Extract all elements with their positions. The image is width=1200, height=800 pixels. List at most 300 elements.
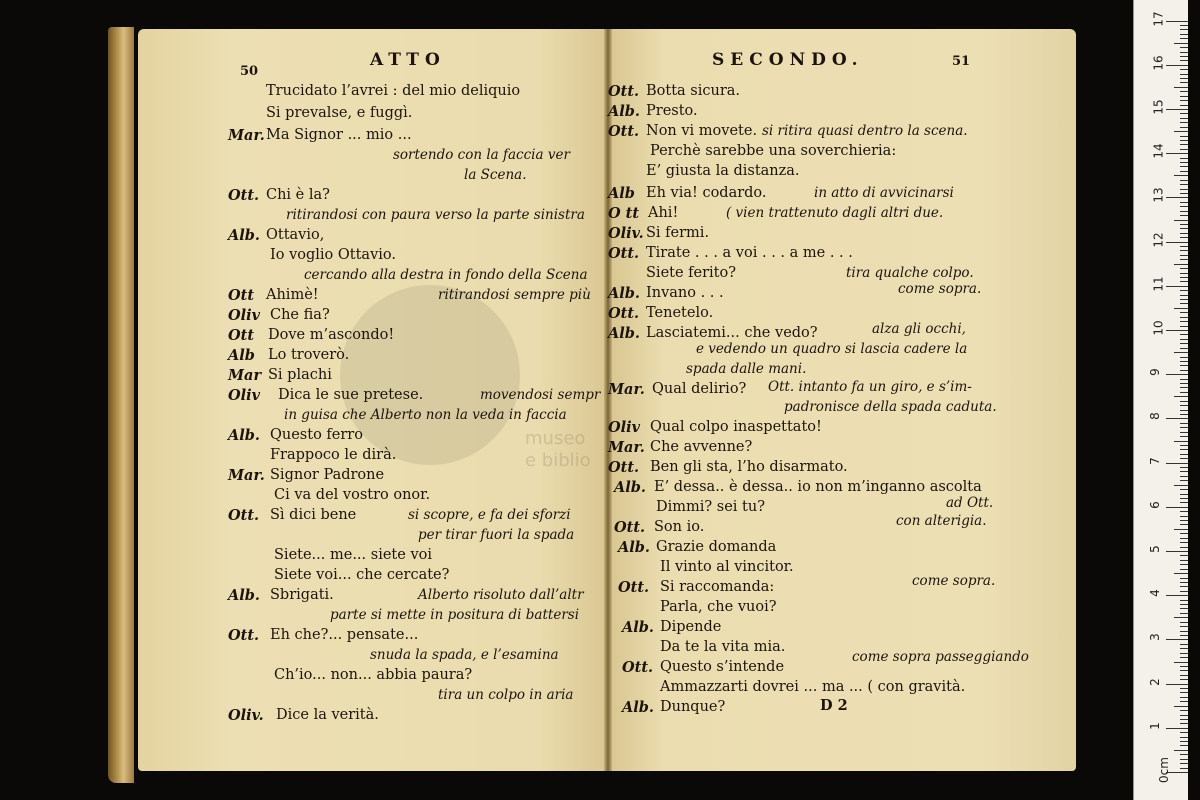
ruler-minor-tick bbox=[1174, 485, 1188, 486]
text-line: Siete ferito? bbox=[646, 265, 737, 281]
ruler-minor-tick bbox=[1180, 476, 1188, 477]
stage-direction: parte si mette in positura di battersi bbox=[330, 607, 580, 623]
ruler-minor-tick bbox=[1180, 273, 1188, 274]
ruler-minor-tick bbox=[1180, 745, 1188, 746]
ruler-tick bbox=[1166, 684, 1188, 685]
ruler-tick bbox=[1166, 21, 1188, 22]
ruler-label: 9 bbox=[1147, 368, 1162, 377]
ruler-minor-tick bbox=[1180, 34, 1188, 35]
ruler-minor-tick bbox=[1174, 573, 1188, 574]
ruler-label: 17 bbox=[1151, 10, 1166, 27]
text-line: Che avvenne? bbox=[650, 439, 753, 455]
text-line: Grazie domanda bbox=[656, 539, 777, 555]
ruler-minor-tick bbox=[1174, 706, 1188, 707]
stage-direction: ad Ott. bbox=[946, 495, 994, 511]
watermark-text bbox=[525, 428, 591, 472]
ruler-minor-tick bbox=[1180, 365, 1188, 366]
ruler-tick bbox=[1166, 463, 1188, 464]
ruler-minor-tick bbox=[1174, 750, 1188, 751]
measuring-ruler bbox=[1133, 0, 1188, 800]
speaker-name: Mar. bbox=[228, 127, 265, 144]
ruler-minor-tick bbox=[1180, 454, 1188, 455]
ruler-minor-tick bbox=[1180, 754, 1188, 755]
speaker-name: Mar bbox=[228, 367, 262, 384]
stage-direction: per tirar fuori la spada bbox=[418, 527, 575, 543]
ruler-minor-tick bbox=[1180, 723, 1188, 724]
speaker-name: Ott. bbox=[608, 83, 640, 100]
right-page-header: SECONDO. bbox=[712, 50, 864, 70]
text-line: Dimmi? sei tu? bbox=[656, 499, 765, 515]
ruler-minor-tick bbox=[1180, 113, 1188, 114]
ruler-minor-tick bbox=[1180, 295, 1188, 296]
speaker-name: Ott. bbox=[228, 187, 260, 204]
ruler-minor-tick bbox=[1180, 357, 1188, 358]
stage-direction: come sopra. bbox=[912, 573, 996, 589]
text-line: Questo s’intende bbox=[660, 659, 785, 675]
stage-direction: ritirandosi con paura verso la parte sinistra bbox=[286, 207, 585, 223]
stage-direction: ritirandosi sempre più bbox=[438, 287, 591, 303]
speaker-name: Alb bbox=[608, 185, 635, 202]
ruler-tick bbox=[1166, 153, 1188, 154]
text-line: Ottavio, bbox=[266, 227, 325, 243]
ruler-minor-tick bbox=[1180, 317, 1188, 318]
page-edges bbox=[108, 27, 134, 783]
ruler-minor-tick bbox=[1180, 737, 1188, 738]
text-line: Trucidato l’avrei : del mio deliquio bbox=[266, 83, 521, 99]
ruler-minor-tick bbox=[1174, 43, 1188, 44]
text-line: Dice la verità. bbox=[276, 707, 379, 723]
stage-direction: movendosi sempr bbox=[480, 387, 601, 403]
ruler-minor-tick bbox=[1180, 427, 1188, 428]
ruler-minor-tick bbox=[1180, 542, 1188, 543]
ruler-tick bbox=[1166, 286, 1188, 287]
text-line: Lo troverò. bbox=[268, 347, 350, 363]
watermark-line-2: e biblio bbox=[525, 450, 591, 471]
ruler-minor-tick bbox=[1180, 392, 1188, 393]
ruler-minor-tick bbox=[1180, 741, 1188, 742]
ruler-minor-tick bbox=[1180, 608, 1188, 609]
speaker-name: Oliv bbox=[228, 307, 261, 324]
speaker-name: Ott. bbox=[228, 627, 260, 644]
text-line: E’ giusta la distanza. bbox=[646, 163, 800, 179]
ruler-label: 2 bbox=[1147, 677, 1162, 686]
speaker-name: Ott. bbox=[618, 579, 650, 596]
ruler-minor-tick bbox=[1180, 622, 1188, 623]
ruler-minor-tick bbox=[1180, 467, 1188, 468]
ruler-minor-tick bbox=[1180, 715, 1188, 716]
ruler-minor-tick bbox=[1180, 436, 1188, 437]
ruler-minor-tick bbox=[1180, 445, 1188, 446]
ruler-minor-tick bbox=[1180, 122, 1188, 123]
speaker-name: Ott. bbox=[614, 519, 646, 536]
watermark-logo bbox=[340, 285, 520, 465]
ruler-minor-tick bbox=[1180, 410, 1188, 411]
text-line: Perchè sarebbe una soverchieria: bbox=[650, 143, 897, 159]
ruler-minor-tick bbox=[1180, 613, 1188, 614]
ruler-label: 11 bbox=[1151, 276, 1166, 292]
ruler-minor-tick bbox=[1180, 56, 1188, 57]
ruler-minor-tick bbox=[1180, 710, 1188, 711]
ruler-minor-tick bbox=[1180, 524, 1188, 525]
ruler-minor-tick bbox=[1180, 166, 1188, 167]
text-line: Da te la vita mia. bbox=[660, 639, 786, 655]
ruler-tick bbox=[1166, 109, 1188, 110]
text-line: Lasciatemi... che vedo? bbox=[646, 325, 818, 341]
ruler-minor-tick bbox=[1180, 149, 1188, 150]
ruler-minor-tick bbox=[1174, 87, 1188, 88]
stage-direction: con alterigia. bbox=[896, 513, 987, 529]
text-line: Eh via! codardo. bbox=[646, 185, 767, 201]
ruler-minor-tick bbox=[1180, 657, 1188, 658]
ruler-label: 4 bbox=[1147, 589, 1162, 598]
ruler-minor-tick bbox=[1180, 648, 1188, 649]
ruler-label: 5 bbox=[1147, 545, 1162, 553]
speaker-name: Alb. bbox=[608, 325, 640, 342]
ruler-minor-tick bbox=[1180, 516, 1188, 517]
ruler-minor-tick bbox=[1180, 100, 1188, 101]
speaker-name: Ott bbox=[228, 327, 255, 344]
text-line: Si plachi bbox=[268, 367, 332, 383]
ruler-tick bbox=[1166, 418, 1188, 419]
text-line: Ammazzarti dovrei ... ma ... ( con gravità. bbox=[660, 679, 966, 695]
text-line: Tirate . . . a voi . . . a me . . . bbox=[646, 245, 853, 261]
ruler-label: 3 bbox=[1147, 633, 1162, 642]
ruler-minor-tick bbox=[1180, 701, 1188, 702]
ruler-minor-tick bbox=[1180, 259, 1188, 260]
ruler-minor-tick bbox=[1180, 281, 1188, 282]
left-page-header: ATTO bbox=[370, 50, 446, 70]
ruler-minor-tick bbox=[1174, 529, 1188, 530]
speaker-name: Mar. bbox=[608, 439, 645, 456]
stage-direction: spada dalle mani. bbox=[686, 361, 807, 377]
ruler-minor-tick bbox=[1180, 449, 1188, 450]
text-line: Ahi! bbox=[648, 205, 679, 221]
ruler-label: 8 bbox=[1147, 412, 1162, 421]
speaker-name: Ott. bbox=[608, 305, 640, 322]
ruler-label: 1 bbox=[1147, 721, 1162, 730]
ruler-minor-tick bbox=[1180, 339, 1188, 340]
ruler-minor-tick bbox=[1180, 211, 1188, 212]
ruler-minor-tick bbox=[1180, 414, 1188, 415]
ruler-minor-tick bbox=[1180, 237, 1188, 238]
ruler-minor-tick bbox=[1180, 631, 1188, 632]
ruler-minor-tick bbox=[1180, 47, 1188, 48]
ruler-minor-tick bbox=[1180, 158, 1188, 159]
stage-direction: ( vien trattenuto dagli altri due. bbox=[726, 205, 944, 221]
stage-direction: alza gli occhi, bbox=[872, 321, 966, 337]
ruler-label: 0cm bbox=[1156, 757, 1171, 783]
ruler-minor-tick bbox=[1180, 591, 1188, 592]
speaker-name: Ott. bbox=[622, 659, 654, 676]
ruler-minor-tick bbox=[1180, 547, 1188, 548]
ruler-minor-tick bbox=[1180, 511, 1188, 512]
ruler-minor-tick bbox=[1180, 82, 1188, 83]
ruler-minor-tick bbox=[1180, 312, 1188, 313]
ruler-minor-tick bbox=[1180, 494, 1188, 495]
speaker-name: Alb bbox=[228, 347, 255, 364]
ruler-minor-tick bbox=[1180, 215, 1188, 216]
watermark-line-1: museo bbox=[525, 428, 586, 449]
ruler-minor-tick bbox=[1180, 299, 1188, 300]
ruler-minor-tick bbox=[1180, 246, 1188, 247]
speaker-name: Ott. bbox=[608, 123, 640, 140]
text-line: Sbrigati. bbox=[270, 587, 334, 603]
ruler-minor-tick bbox=[1180, 60, 1188, 61]
ruler-minor-tick bbox=[1180, 193, 1188, 194]
text-line: Signor Padrone bbox=[270, 467, 385, 483]
text-line: Non vi movete. bbox=[646, 123, 758, 139]
ruler-minor-tick bbox=[1174, 617, 1188, 618]
ruler-minor-tick bbox=[1174, 352, 1188, 353]
ruler-minor-tick bbox=[1180, 334, 1188, 335]
ruler-minor-tick bbox=[1180, 670, 1188, 671]
ruler-minor-tick bbox=[1180, 52, 1188, 53]
ruler-label: 14 bbox=[1151, 143, 1166, 159]
stage-direction: padronisce della spada caduta. bbox=[784, 399, 997, 415]
ruler-minor-tick bbox=[1180, 184, 1188, 185]
ruler-minor-tick bbox=[1180, 560, 1188, 561]
stage-direction: Ott. intanto fa un giro, e s’im- bbox=[768, 379, 972, 395]
ruler-minor-tick bbox=[1180, 202, 1188, 203]
ruler-minor-tick bbox=[1180, 768, 1188, 769]
stage-direction: in guisa che Alberto non la veda in faccia bbox=[284, 407, 567, 423]
ruler-minor-tick bbox=[1174, 396, 1188, 397]
speaker-name: Alb. bbox=[228, 587, 260, 604]
ruler-minor-tick bbox=[1180, 206, 1188, 207]
ruler-minor-tick bbox=[1180, 91, 1188, 92]
ruler-minor-tick bbox=[1174, 220, 1188, 221]
ruler-minor-tick bbox=[1180, 144, 1188, 145]
text-line: Ben gli sta, l’ho disarmato. bbox=[650, 459, 848, 475]
speaker-name: Mar. bbox=[608, 381, 645, 398]
text-line: Questo ferro bbox=[270, 427, 363, 443]
ruler-tick bbox=[1166, 507, 1188, 508]
ruler-minor-tick bbox=[1180, 189, 1188, 190]
ruler-minor-tick bbox=[1180, 586, 1188, 587]
ruler-label: 16 bbox=[1151, 55, 1166, 71]
ruler-minor-tick bbox=[1180, 105, 1188, 106]
ruler-tick bbox=[1166, 330, 1188, 331]
ruler-minor-tick bbox=[1180, 136, 1188, 137]
stage-direction: tira un colpo in aria bbox=[438, 687, 574, 703]
text-line: Parla, che vuoi? bbox=[660, 599, 777, 615]
speaker-name: Alb. bbox=[614, 479, 646, 496]
ruler-minor-tick bbox=[1174, 441, 1188, 442]
text-line: Son io. bbox=[654, 519, 705, 535]
text-line: Tenetelo. bbox=[646, 305, 714, 321]
ruler-tick bbox=[1166, 728, 1188, 729]
speaker-name: Oliv. bbox=[228, 707, 264, 724]
speaker-name: Alb. bbox=[608, 103, 640, 120]
stage-direction: snuda la spada, e l’esamina bbox=[370, 647, 559, 663]
speaker-name: Alb. bbox=[608, 285, 640, 302]
speaker-name: Alb. bbox=[228, 427, 260, 444]
ruler-minor-tick bbox=[1180, 555, 1188, 556]
ruler-tick bbox=[1166, 65, 1188, 66]
speaker-name: Ott. bbox=[608, 245, 640, 262]
ruler-label: 7 bbox=[1147, 456, 1162, 465]
ruler-minor-tick bbox=[1180, 582, 1188, 583]
text-line: Siete voi... che cercate? bbox=[274, 567, 450, 583]
text-line: Si prevalse, e fuggì. bbox=[266, 105, 413, 121]
catchword: D 2 bbox=[820, 697, 848, 714]
ruler-tick bbox=[1166, 197, 1188, 198]
ruler-minor-tick bbox=[1180, 405, 1188, 406]
stage-direction: si scopre, e fa dei sforzi bbox=[408, 507, 571, 523]
ruler-minor-tick bbox=[1180, 600, 1188, 601]
speaker-name: Ott bbox=[228, 287, 255, 304]
ruler-minor-tick bbox=[1180, 361, 1188, 362]
ruler-minor-tick bbox=[1180, 538, 1188, 539]
ruler-minor-tick bbox=[1180, 480, 1188, 481]
text-line: Dipende bbox=[660, 619, 722, 635]
ruler-minor-tick bbox=[1180, 277, 1188, 278]
ruler-tick bbox=[1166, 595, 1188, 596]
ruler-minor-tick bbox=[1180, 38, 1188, 39]
ruler-minor-tick bbox=[1174, 264, 1188, 265]
text-line: Il vinto al vincitor. bbox=[660, 559, 794, 575]
text-line: Qual delirio? bbox=[652, 381, 747, 397]
ruler-tick bbox=[1166, 374, 1188, 375]
text-line: Che fia? bbox=[270, 307, 330, 323]
ruler-minor-tick bbox=[1180, 679, 1188, 680]
text-line: Presto. bbox=[646, 103, 698, 119]
ruler-minor-tick bbox=[1180, 29, 1188, 30]
ruler-tick bbox=[1166, 639, 1188, 640]
speaker-name: Oliv bbox=[228, 387, 261, 404]
ruler-minor-tick bbox=[1180, 675, 1188, 676]
stage-direction: Alberto risoluto dall’altr bbox=[418, 587, 584, 603]
ruler-minor-tick bbox=[1180, 692, 1188, 693]
stage-direction: e vedendo un quadro si lascia cadere la bbox=[696, 341, 968, 357]
text-line: Dica le sue pretese. bbox=[278, 387, 424, 403]
text-line: Frappoco le dirà. bbox=[270, 447, 397, 463]
ruler-tick bbox=[1166, 242, 1188, 243]
ruler-label: 6 bbox=[1147, 500, 1162, 509]
text-line: Qual colpo inaspettato! bbox=[650, 419, 822, 435]
ruler-minor-tick bbox=[1180, 69, 1188, 70]
text-line: Ci va del vostro onor. bbox=[274, 487, 431, 503]
ruler-minor-tick bbox=[1180, 343, 1188, 344]
speaker-name: Oliv. bbox=[608, 225, 644, 242]
ruler-minor-tick bbox=[1180, 224, 1188, 225]
ruler-minor-tick bbox=[1180, 578, 1188, 579]
text-line: Botta sicura. bbox=[646, 83, 741, 99]
text-line: Invano . . . bbox=[646, 285, 724, 301]
ruler-minor-tick bbox=[1180, 25, 1188, 26]
stage-direction: cercando alla destra in fondo della Scena bbox=[304, 267, 588, 283]
stage-direction: in atto di avvicinarsi bbox=[814, 185, 954, 201]
ruler-minor-tick bbox=[1180, 732, 1188, 733]
ruler-minor-tick bbox=[1180, 697, 1188, 698]
speaker-name: Mar. bbox=[228, 467, 265, 484]
text-line: Ahimè! bbox=[266, 287, 319, 303]
text-line: Io voglio Ottavio. bbox=[270, 247, 396, 263]
ruler-minor-tick bbox=[1180, 564, 1188, 565]
ruler-minor-tick bbox=[1180, 653, 1188, 654]
text-line: Ma Signor ... mio ... bbox=[266, 127, 412, 143]
stage-direction: come sopra passeggiando bbox=[852, 649, 1029, 665]
ruler-tick bbox=[1166, 551, 1188, 552]
ruler-minor-tick bbox=[1180, 502, 1188, 503]
ruler-minor-tick bbox=[1180, 759, 1188, 760]
ruler-minor-tick bbox=[1180, 96, 1188, 97]
ruler-minor-tick bbox=[1180, 127, 1188, 128]
ruler-label: 10 bbox=[1151, 320, 1166, 336]
ruler-minor-tick bbox=[1180, 321, 1188, 322]
text-line: Siete... me... siete voi bbox=[274, 547, 432, 563]
stage-direction: tira qualche colpo. bbox=[846, 265, 974, 281]
ruler-label: 13 bbox=[1151, 187, 1166, 204]
ruler-minor-tick bbox=[1174, 662, 1188, 663]
right-page-number: 51 bbox=[952, 54, 971, 69]
ruler-minor-tick bbox=[1180, 763, 1188, 764]
ruler-minor-tick bbox=[1180, 520, 1188, 521]
ruler-minor-tick bbox=[1180, 383, 1188, 384]
ruler-minor-tick bbox=[1180, 162, 1188, 163]
ruler-minor-tick bbox=[1180, 233, 1188, 234]
ruler-minor-tick bbox=[1180, 471, 1188, 472]
speaker-name: Oliv bbox=[608, 419, 641, 436]
stage-direction: come sopra. bbox=[898, 281, 982, 297]
text-line: Chi è la? bbox=[266, 187, 330, 203]
ruler-minor-tick bbox=[1180, 180, 1188, 181]
ruler-minor-tick bbox=[1174, 175, 1188, 176]
text-line: Dunque? bbox=[660, 699, 726, 715]
ruler-minor-tick bbox=[1180, 250, 1188, 251]
ruler-minor-tick bbox=[1180, 401, 1188, 402]
ruler-minor-tick bbox=[1180, 569, 1188, 570]
text-line: Si raccomanda: bbox=[660, 579, 775, 595]
text-line: Eh che?... pensate... bbox=[270, 627, 419, 643]
ruler-minor-tick bbox=[1180, 533, 1188, 534]
ruler-minor-tick bbox=[1174, 308, 1188, 309]
ruler-minor-tick bbox=[1180, 326, 1188, 327]
text-line: Sì dici bene bbox=[270, 507, 357, 523]
ruler-minor-tick bbox=[1180, 255, 1188, 256]
ruler-minor-tick bbox=[1180, 290, 1188, 291]
ruler-minor-tick bbox=[1174, 131, 1188, 132]
ruler-minor-tick bbox=[1180, 370, 1188, 371]
ruler-minor-tick bbox=[1180, 387, 1188, 388]
speaker-name: Ott. bbox=[608, 459, 640, 476]
ruler-minor-tick bbox=[1180, 423, 1188, 424]
ruler-minor-tick bbox=[1180, 74, 1188, 75]
speaker-name: Alb. bbox=[618, 539, 650, 556]
stage-direction: si ritira quasi dentro la scena. bbox=[762, 123, 968, 139]
ruler-minor-tick bbox=[1180, 458, 1188, 459]
ruler-minor-tick bbox=[1180, 626, 1188, 627]
ruler-minor-tick bbox=[1180, 140, 1188, 141]
ruler-label: 12 bbox=[1151, 231, 1166, 248]
ruler-minor-tick bbox=[1180, 666, 1188, 667]
speaker-name: Alb. bbox=[622, 699, 654, 716]
ruler-minor-tick bbox=[1180, 489, 1188, 490]
stage-direction: la Scena. bbox=[464, 167, 527, 183]
stage-direction: sortendo con la faccia ver bbox=[393, 147, 570, 163]
ruler-minor-tick bbox=[1180, 171, 1188, 172]
ruler-minor-tick bbox=[1180, 78, 1188, 79]
text-line: Ch’io... non... abbia paura? bbox=[274, 667, 473, 683]
ruler-minor-tick bbox=[1180, 268, 1188, 269]
ruler-minor-tick bbox=[1180, 635, 1188, 636]
ruler-label: 15 bbox=[1151, 99, 1166, 115]
speaker-name: Alb. bbox=[622, 619, 654, 636]
ruler-minor-tick bbox=[1180, 604, 1188, 605]
ruler-minor-tick bbox=[1180, 303, 1188, 304]
ruler-minor-tick bbox=[1180, 498, 1188, 499]
ruler-minor-tick bbox=[1180, 118, 1188, 119]
